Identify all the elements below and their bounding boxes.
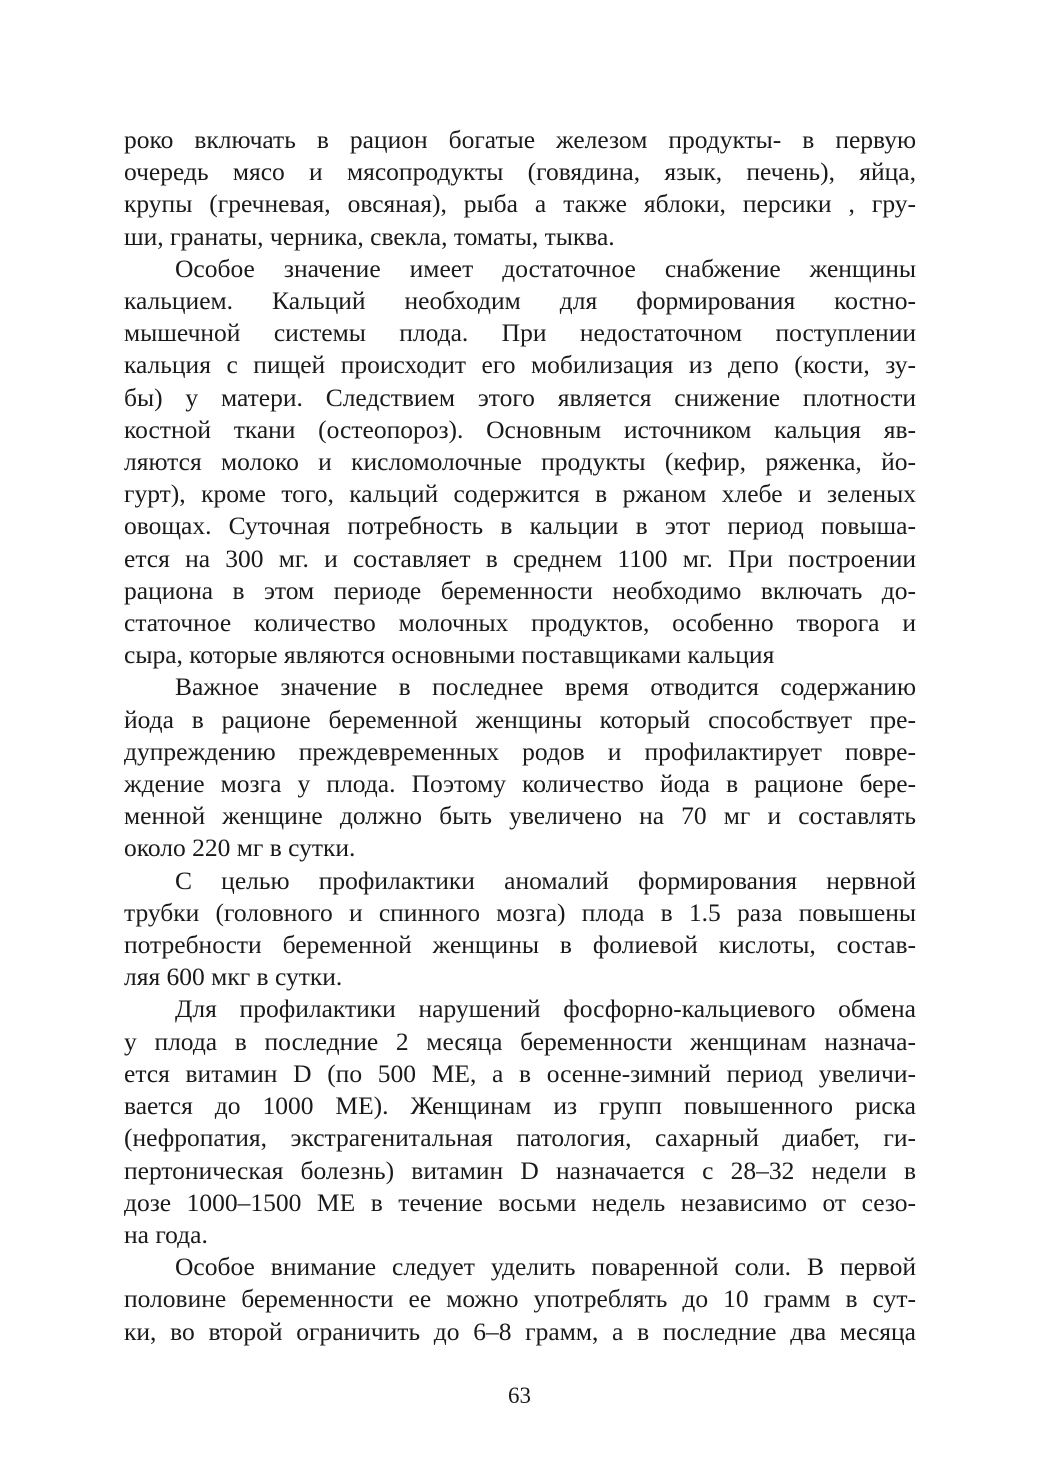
- text-line: Особое внимание следует уделить поваренной соли. В первой: [175, 1252, 916, 1282]
- text-line: пертоническая болезнь) витамин D назначается с 28–32 недели в: [124, 1155, 916, 1185]
- text-line: С целью профилактики аномалий формирования нервной: [175, 865, 916, 895]
- paragraph: [124, 671, 916, 864]
- text-line: вается до 1000 МЕ). Женщинам из групп повышенного риска: [124, 1091, 916, 1121]
- text-line: бы) у матери. Следствием этого является снижение плотности: [124, 382, 916, 412]
- page-number: 63: [508, 1383, 531, 1408]
- text-line: кальция с пищей происходит его мобилизация из депо (кости, зу-: [124, 350, 916, 380]
- text-line: гурт), кроме того, кальций содержится в ржаном хлебе и зеленых: [124, 479, 916, 509]
- text-line: ется витамин D (по 500 МЕ, а в осенне-зимний период увеличи-: [124, 1058, 916, 1088]
- text-line: ждение мозга у плода. Поэтому количество йода в рационе бере-: [124, 769, 916, 799]
- text-line: костной ткани (остеопороз). Основным источником кальция яв-: [124, 414, 916, 444]
- text-line: очередь мясо и мясопродукты (говядина, язык, печень), яйца,: [124, 157, 916, 187]
- text-line: потребности беременной женщины в фолиевой кислоты, состав-: [124, 930, 916, 960]
- paragraph: [124, 253, 916, 672]
- page-body: [124, 124, 916, 1348]
- text-line: трубки (головного и спинного мозга) плода в 1.5 раза повышены: [124, 897, 916, 927]
- text-line: овощах. Суточная потребность в кальции в этот период повыша-: [124, 511, 916, 541]
- text-line: Особое значение имеет достаточное снабжение женщины: [175, 253, 916, 283]
- text-line: Важное значение в последнее время отводится содержанию: [175, 672, 916, 702]
- paragraph: [124, 1251, 916, 1348]
- text-line: ки, во второй ограничить до 6–8 грамм, а в последние два месяца: [124, 1316, 916, 1346]
- text-line: роко включать в рацион богатые железом продукты- в первую: [124, 125, 916, 154]
- text-line: ляются молоко и кисломолочные продукты (кефир, ряженка, йо-: [124, 447, 916, 477]
- text-line: статочное количество молочных продуктов, особенно творога и: [124, 608, 916, 638]
- text-line: ется на 300 мг. и составляет в среднем 1100 мг. При построении: [124, 543, 916, 573]
- text-line: рациона в этом периоде беременности необходимо включать до-: [124, 575, 916, 605]
- text-line: у плода в последние 2 месяца беременности женщинам назнача-: [124, 1026, 916, 1056]
- text-line: кальцием. Кальций необходим для формирования костно-: [124, 286, 916, 316]
- text-line: дупреждению преждевременных родов и профилактирует повре-: [124, 736, 916, 766]
- text-line: крупы (гречневая, овсяная), рыба а также яблоки, персики , гру-: [124, 189, 916, 219]
- text-line: на года.: [124, 1219, 208, 1249]
- text-line: (нефропатия, экстрагенитальная патология, сахарный диабет, ги-: [124, 1123, 916, 1153]
- text-line: половине беременности ее можно употреблять до 10 грамм в сут-: [124, 1284, 916, 1314]
- text-line: дозе 1000–1500 МЕ в течение восьми недель независимо от сезо-: [124, 1187, 916, 1217]
- text-line: йода в рационе беременной женщины который способствует пре-: [124, 704, 916, 734]
- text-line: ши, гранаты, черника, свекла, томаты, тыква.: [124, 221, 615, 251]
- text-line: около 220 мг в сутки.: [124, 833, 356, 863]
- text-line: менной женщине должно быть увеличено на 70 мг и составлять: [124, 801, 916, 831]
- text-line: ляя 600 мкг в сутки.: [124, 962, 343, 992]
- text-line: Для профилактики нарушений фосфорно-кальциевого обмена: [175, 994, 916, 1024]
- paragraph: [124, 993, 916, 1251]
- text-line: мышечной системы плода. При недостаточном поступлении: [124, 318, 916, 348]
- paragraph: [124, 124, 916, 253]
- text-line: сыра, которые являются основными поставщиками кальция: [124, 640, 775, 670]
- paragraph: [124, 865, 916, 994]
